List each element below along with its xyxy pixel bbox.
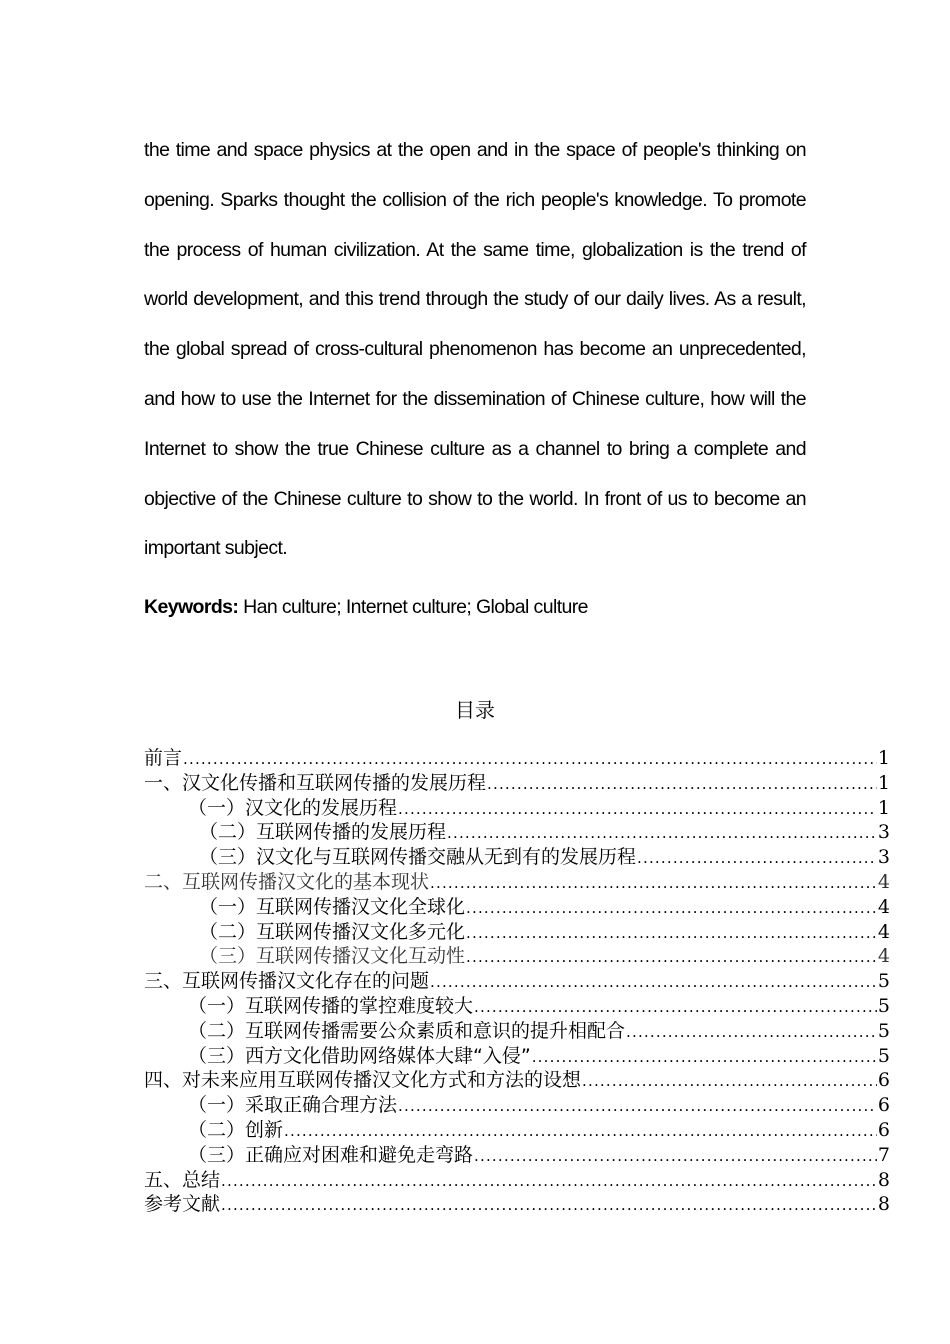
toc-entry[interactable]	[144, 1192, 890, 1217]
toc-page-number[interactable]: 3	[877, 846, 890, 869]
toc-page-number[interactable]: 8	[877, 1193, 890, 1216]
toc-leader-dots	[582, 1069, 877, 1094]
abstract-line: opening. Sparks thought the collision of the rich people's knowledge. To promote	[144, 188, 806, 211]
toc-page-number[interactable]: 4	[877, 945, 890, 968]
toc-page-number[interactable]: 4	[877, 895, 890, 918]
toc-page-number[interactable]: 5	[877, 1019, 890, 1042]
toc-entry-label[interactable]: （三）互联网传播汉文化互动性	[199, 945, 466, 968]
toc-leader-dots	[447, 821, 877, 846]
table-of-contents	[144, 746, 890, 1217]
toc-entry[interactable]	[144, 1019, 890, 1044]
toc-entry-label[interactable]: 前言	[144, 747, 183, 769]
toc-entry-label[interactable]: 五、总结	[144, 1168, 221, 1191]
toc-entry-label[interactable]: （二）创新	[188, 1118, 284, 1141]
abstract-line: world development, and this trend through the study of our daily lives. As a result,	[144, 288, 806, 311]
toc-leader-dots	[474, 1144, 877, 1169]
abstract-line: the global spread of cross-cultural phenomenon has become an unprecedented,	[144, 338, 806, 361]
toc-page-number[interactable]: 4	[877, 870, 890, 893]
toc-entry-label[interactable]: 四、对未来应用互联网传播汉文化方式和方法的设想	[144, 1069, 582, 1092]
toc-page-number[interactable]: 6	[877, 1118, 890, 1141]
toc-page-number[interactable]: 5	[877, 994, 890, 1017]
toc-entry-label[interactable]: 二、互联网传播汉文化的基本现状	[144, 870, 430, 893]
toc-entry[interactable]	[144, 1118, 890, 1143]
toc-entry-label[interactable]: （一）汉文化的发展历程	[188, 796, 398, 819]
toc-entry[interactable]	[144, 994, 890, 1019]
toc-leader-dots	[637, 846, 877, 871]
toc-page-number[interactable]: 1	[877, 796, 890, 819]
toc-page-number[interactable]: 5	[877, 970, 890, 993]
toc-entry[interactable]	[144, 895, 890, 920]
toc-page-number[interactable]: 6	[877, 1069, 890, 1092]
abstract-line: Internet to show the true Chinese culture as a channel to bring a complete and	[144, 437, 806, 460]
toc-leader-dots	[466, 921, 877, 946]
toc-entry[interactable]	[144, 796, 890, 821]
toc-page-number[interactable]: 1	[877, 747, 890, 769]
toc-leader-dots	[626, 1020, 877, 1045]
toc-leader-dots	[221, 1193, 877, 1218]
toc-leader-dots	[532, 1045, 877, 1070]
toc-page-number[interactable]: 5	[877, 1044, 890, 1067]
toc-page-number[interactable]: 4	[877, 920, 890, 943]
toc-entry-label[interactable]: 参考文献	[144, 1193, 221, 1216]
toc-entry-label[interactable]: （二）互联网传播的发展历程	[199, 821, 447, 844]
keywords-line	[144, 596, 588, 619]
toc-entry-label[interactable]: （一）互联网传播汉文化全球化	[199, 895, 466, 918]
toc-leader-dots	[466, 945, 877, 970]
toc-entry[interactable]	[144, 746, 890, 771]
toc-leader-dots	[398, 797, 877, 822]
toc-entry[interactable]	[144, 1143, 890, 1168]
toc-leader-dots	[430, 871, 877, 896]
toc-leader-dots	[466, 896, 877, 921]
abstract-line: objective of the Chinese culture to show to the world. In front of us to become an	[144, 487, 806, 510]
toc-leader-dots	[284, 1119, 877, 1144]
abstract-line: and how to use the Internet for the dissemination of Chinese culture, how will the	[144, 387, 806, 410]
toc-entry[interactable]	[144, 845, 890, 870]
toc-page-number[interactable]: 7	[877, 1143, 890, 1166]
toc-entry-label[interactable]: （一）互联网传播的掌控难度较大	[188, 994, 474, 1017]
toc-entry[interactable]	[144, 920, 890, 945]
toc-leader-dots	[474, 995, 877, 1020]
toc-leader-dots	[398, 1094, 877, 1119]
toc-entry[interactable]	[144, 1168, 890, 1193]
toc-entry[interactable]	[144, 771, 890, 796]
toc-page-number[interactable]: 3	[877, 821, 890, 844]
abstract-line: the time and space physics at the open and in the space of people's thinking on	[144, 139, 806, 161]
toc-entry-label[interactable]: （一）采取正确合理方法	[188, 1094, 398, 1117]
toc-page-number[interactable]: 8	[877, 1168, 890, 1191]
toc-entry[interactable]	[144, 1068, 890, 1093]
toc-entry-label[interactable]: （三）正确应对困难和避免走弯路	[188, 1143, 474, 1166]
abstract-line: the process of human civilization. At the same time, globalization is the trend of	[144, 238, 806, 261]
toc-leader-dots	[487, 772, 877, 797]
toc-entry-label[interactable]: （二）互联网传播汉文化多元化	[199, 920, 466, 943]
toc-leader-dots	[430, 970, 877, 995]
toc-entry[interactable]	[144, 820, 890, 845]
toc-entry-label[interactable]: （二）互联网传播需要公众素质和意识的提升相配合	[188, 1019, 626, 1042]
toc-entry[interactable]	[144, 969, 890, 994]
toc-leader-dots	[221, 1169, 877, 1194]
toc-entry-label[interactable]: （三）汉文化与互联网传播交融从无到有的发展历程	[199, 846, 637, 869]
toc-page-number[interactable]: 1	[877, 771, 890, 794]
toc-title: 目录	[455, 698, 495, 722]
toc-leader-dots	[183, 747, 877, 772]
toc-entry[interactable]	[144, 870, 890, 895]
keywords-value: Han culture; Internet culture; Global culture	[238, 596, 588, 618]
abstract-line: important subject.	[144, 537, 288, 560]
toc-entry[interactable]	[144, 1044, 890, 1069]
abstract-paragraph	[144, 130, 806, 578]
keywords-label: Keywords:	[144, 596, 239, 618]
toc-entry-label[interactable]: 一、汉文化传播和互联网传播的发展历程	[144, 771, 487, 794]
toc-entry[interactable]	[144, 944, 890, 969]
toc-page-number[interactable]: 6	[877, 1094, 890, 1117]
toc-entry[interactable]	[144, 1093, 890, 1118]
toc-entry-label[interactable]: 三、互联网传播汉文化存在的问题	[144, 970, 430, 993]
toc-entry-label[interactable]: （三）西方文化借助网络媒体大肆“入侵”	[188, 1044, 531, 1067]
